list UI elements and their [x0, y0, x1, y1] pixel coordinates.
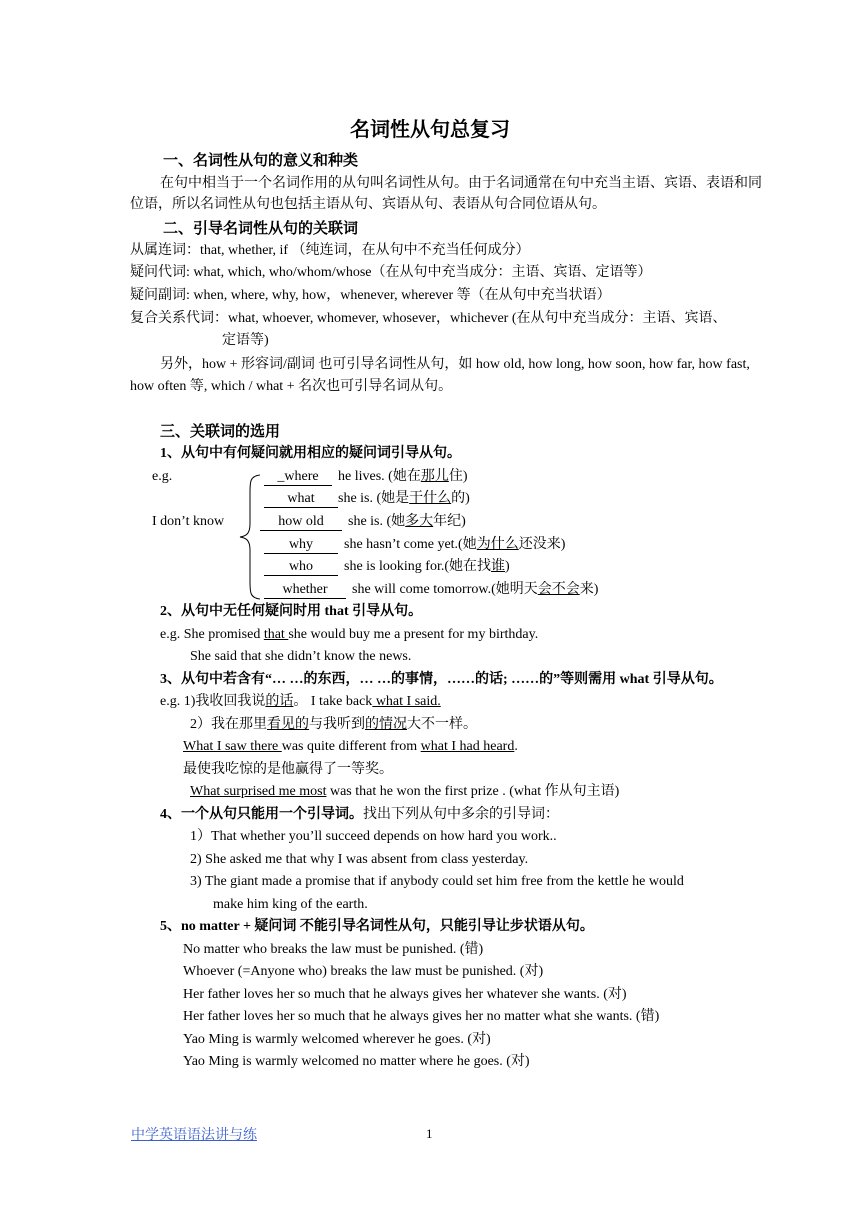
rule-2-example-2: She said that she didn’t know the news.	[190, 649, 412, 664]
section-2-extra: 另外，how + 形容词/副词 也可引导名词性从句，如 how old, how long, how soon, how far, how fast, how often 等, which / what + 名次也可引导名词从句。	[130, 357, 750, 394]
rule-3-example-1: e.g. 1)我收回我说的话。 I take back what I said.	[160, 694, 441, 709]
connectives-interrogative-pronouns: 疑问代词: what, which, who/whom/whose（在从句中充当成分：主语、宾语、定语等）	[130, 265, 652, 280]
answer-blank: whether	[264, 581, 346, 599]
connectives-subordinating: 从属连词：that, whether, if （纯连词，在从句中不充当任何成分）	[130, 243, 530, 258]
answer-blank: how old	[260, 513, 342, 531]
section-1-paragraph: 在句中相当于一个名词作用的从句叫名词性从句。由于名词通常在句中充当主语、宾语、表语和同位语，所以名词性从句也包括主语从句、宾语从句、表语从句合同位语从句。	[130, 176, 762, 212]
example-row: who she is looking for.(她在找谁)	[264, 557, 510, 577]
rule-1-eg: e.g.	[152, 469, 173, 484]
example-row: why she hasn’t come yet.(她为什么还没来)	[264, 535, 565, 555]
rule-5-example: Her father loves her so much that he always gives her whatever she wants. (对)	[183, 987, 627, 1002]
page-title: 名词性从句总复习	[350, 117, 510, 141]
rule-4-example-2: 2) She asked me that why I was absent from class yesterday.	[190, 852, 529, 867]
rule-5-example: Yao Ming is warmly welcomed no matter where he goes. (对)	[183, 1054, 530, 1069]
rule-1-title: 1、从句中有何疑问就用相应的疑问词引导从句。	[160, 446, 461, 461]
example-row: how old she is. (她多大年纪)	[260, 512, 466, 532]
section-2-heading: 二、引导名词性从句的关联词	[163, 219, 359, 237]
example-row: _where he lives. (她在那儿住)	[264, 467, 468, 487]
answer-blank: _where	[264, 468, 332, 486]
rule-4-example-3-cont: make him king of the earth.	[213, 897, 368, 912]
connectives-compound-relatives-cont: 定语等)	[222, 333, 269, 348]
rule-5-title: 5、no matter + 疑问词 不能引导名词性从句，只能引导让步状语从句。	[160, 919, 594, 934]
section-3-heading: 三、关联词的选用	[160, 422, 281, 440]
rule-5-example: Whoever (=Anyone who) breaks the law must be punished. (对)	[183, 964, 544, 979]
answer-blank: who	[264, 558, 338, 576]
rule-4-example-3: 3) The giant made a promise that if anybody could set him free from the kettle he would	[190, 874, 684, 889]
rule-3-example-5: What surprised me most was that he won the first prize . (what 作从句主语)	[190, 784, 620, 799]
rule-3-example-4: 最使我吃惊的是他赢得了一等奖。	[183, 762, 393, 777]
connectives-compound-relatives: 复合关系代词：what, whoever, whomever, whosever，whichever (在从句中充当成分：主语、宾语、	[130, 311, 727, 326]
example-row: what she is. (她是干什么的)	[264, 489, 470, 509]
answer-blank: why	[264, 536, 338, 554]
rule-2-example-1: e.g. She promised that she would buy me a present for my birthday.	[160, 627, 539, 642]
rule-3-example-3: What I saw there was quite different from what I had heard.	[183, 739, 518, 754]
curly-brace-icon	[238, 474, 262, 600]
section-1-heading: 一、名词性从句的意义和种类	[163, 151, 359, 169]
rule-4-example-1: 1）That whether you’ll succeed depends on how hard you work..	[190, 829, 557, 844]
rule-5-example: Yao Ming is warmly welcomed wherever he goes. (对)	[183, 1032, 491, 1047]
answer-blank: what	[264, 490, 338, 508]
rule-1-i-dont-know: I don’t know	[152, 514, 225, 529]
page-number: 1	[426, 1126, 433, 1141]
rule-4-title: 4、一个从句只能用一个引导词。找出下列从句中多余的引导词：	[160, 807, 559, 822]
rule-5-example: No matter who breaks the law must be punished. (错)	[183, 942, 484, 957]
example-row: whether she will come tomorrow.(她明天会不会来)	[264, 580, 598, 600]
rule-3-title: 3、从句中若含有“… …的东西，… …的事情，……的话; ……的”等则需用 what 引导从句。	[160, 672, 723, 687]
rule-2-title: 2、从句中无任何疑问时用 that 引导从句。	[160, 604, 423, 619]
rule-5-example: Her father loves her so much that he always gives her no matter what she wants. (错)	[183, 1009, 660, 1024]
rule-3-example-2: 2）我在那里看见的与我听到的情况大不一样。	[190, 717, 477, 732]
connectives-interrogative-adverbs: 疑问副词: when, where, why, how，whenever, wherever 等（在从句中充当状语）	[130, 288, 611, 303]
footer-link[interactable]: 中学英语语法讲与练	[131, 1128, 257, 1143]
